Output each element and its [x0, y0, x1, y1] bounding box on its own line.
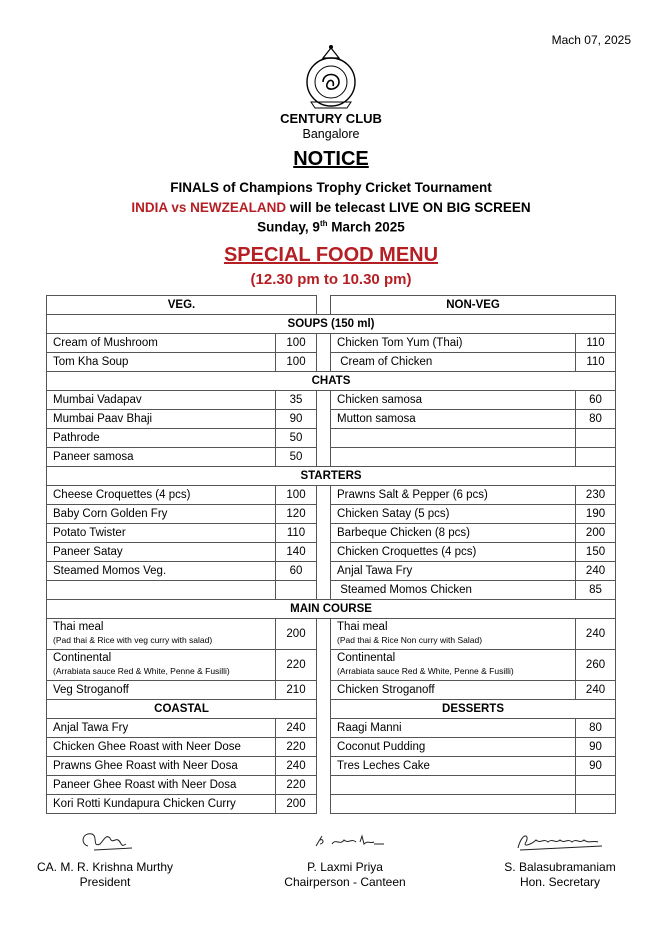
menu-row	[47, 619, 616, 650]
column-gap	[317, 429, 331, 448]
veg-item: Baby Corn Golden Fry	[47, 505, 276, 524]
menu-time: (12.30 pm to 10.30 pm)	[250, 271, 412, 288]
nonveg-price: 260	[576, 650, 616, 681]
column-gap	[317, 776, 331, 795]
column-gap	[317, 410, 331, 429]
nonveg-item	[331, 448, 576, 467]
veg-price: 110	[276, 524, 317, 543]
veg-item: Paneer Satay	[47, 543, 276, 562]
nonveg-item: Thai meal (Pad thai & Rice Non curry with Salad)	[331, 619, 576, 650]
veg-item: Mumbai Vadapav	[47, 391, 276, 410]
veg-price: 220	[276, 650, 317, 681]
veg-item: Paneer samosa	[47, 448, 276, 467]
nonveg-price	[576, 795, 616, 814]
menu-row	[47, 505, 616, 524]
match-teams: INDIA vs NEWZEALAND	[131, 200, 287, 215]
column-gap	[317, 505, 331, 524]
veg-item: Thai meal (Pad thai & Rice with veg curry with salad)	[47, 619, 276, 650]
veg-price: 50	[276, 448, 317, 467]
section-coastal-title: COASTAL	[47, 700, 317, 719]
section-main-course	[47, 600, 616, 619]
nonveg-price: 90	[576, 738, 616, 757]
column-gap	[317, 650, 331, 681]
nonveg-item: Chicken Stroganoff	[331, 681, 576, 700]
veg-header: VEG.	[47, 296, 317, 315]
menu-row	[47, 681, 616, 700]
veg-item: Continental (Arrabiata sauce Red & White, Penne & Fusilli)	[47, 650, 276, 681]
veg-price: 240	[276, 757, 317, 776]
veg-item	[47, 581, 276, 600]
nonveg-item	[331, 776, 576, 795]
section-coastal-desserts	[47, 700, 616, 719]
nonveg-item	[331, 429, 576, 448]
nonveg-item-note: (Pad thai & Rice Non curry with Salad)	[337, 635, 483, 645]
column-gap	[317, 700, 331, 719]
signature-1	[70, 826, 140, 856]
menu-row	[47, 429, 616, 448]
nonveg-price: 80	[576, 410, 616, 429]
veg-item-note: (Pad thai & Rice with veg curry with salad)	[53, 635, 213, 645]
nonveg-price: 60	[576, 391, 616, 410]
notice-title: NOTICE	[293, 148, 369, 170]
veg-item: Tom Kha Soup	[47, 353, 276, 372]
nonveg-item	[331, 795, 576, 814]
nonveg-price: 150	[576, 543, 616, 562]
veg-price: 220	[276, 776, 317, 795]
nonveg-price: 240	[576, 619, 616, 650]
column-gap	[317, 757, 331, 776]
menu-row	[47, 757, 616, 776]
notice-line-1: FINALS of Champions Trophy Cricket Tournament	[170, 180, 492, 195]
menu-row	[47, 738, 616, 757]
nonveg-price: 240	[576, 681, 616, 700]
veg-item: Veg Stroganoff	[47, 681, 276, 700]
section-soups-title: SOUPS (150 ml)	[47, 315, 616, 334]
club-name: CENTURY CLUB	[280, 111, 382, 126]
veg-price: 140	[276, 543, 317, 562]
veg-price: 90	[276, 410, 317, 429]
nonveg-price: 230	[576, 486, 616, 505]
column-gap	[317, 719, 331, 738]
section-chats	[47, 372, 616, 391]
nonveg-price: 110	[576, 353, 616, 372]
veg-item: Paneer Ghee Roast with Neer Dosa	[47, 776, 276, 795]
column-gap	[317, 795, 331, 814]
veg-item: Pathrode	[47, 429, 276, 448]
club-logo	[301, 44, 361, 112]
veg-price: 120	[276, 505, 317, 524]
nonveg-item: Chicken Croquettes (4 pcs)	[331, 543, 576, 562]
column-gap	[317, 543, 331, 562]
section-soups	[47, 315, 616, 334]
column-gap	[317, 524, 331, 543]
nonveg-price	[576, 429, 616, 448]
nonveg-item-note: (Arrabiata sauce Red & White, Penne & Fusilli)	[337, 666, 514, 676]
menu-row	[47, 650, 616, 681]
menu-row	[47, 391, 616, 410]
nonveg-price	[576, 776, 616, 795]
notice-line-2: INDIA vs NEWZEALAND will be telecast LIVE ON BIG SCREEN	[131, 200, 531, 215]
nonveg-price: 240	[576, 562, 616, 581]
menu-table	[46, 295, 616, 814]
column-gap	[317, 562, 331, 581]
veg-price: 200	[276, 795, 317, 814]
section-desserts-title: DESSERTS	[331, 700, 616, 719]
menu-row	[47, 334, 616, 353]
column-gap	[317, 581, 331, 600]
nonveg-item: Continental (Arrabiata sauce Red & White, Penne & Fusilli)	[331, 650, 576, 681]
column-gap	[317, 353, 331, 372]
veg-price: 100	[276, 353, 317, 372]
veg-item: Kori Rotti Kundapura Chicken Curry	[47, 795, 276, 814]
menu-row	[47, 719, 616, 738]
section-starters	[47, 467, 616, 486]
veg-price: 35	[276, 391, 317, 410]
veg-price: 100	[276, 486, 317, 505]
veg-item: Mumbai Paav Bhaji	[47, 410, 276, 429]
nonveg-price: 90	[576, 757, 616, 776]
veg-price: 200	[276, 619, 317, 650]
nonveg-item: Barbeque Chicken (8 pcs)	[331, 524, 576, 543]
signatory-chairperson: P. Laxmi Priya Chairperson - Canteen	[260, 826, 430, 890]
veg-item: Chicken Ghee Roast with Neer Dose	[47, 738, 276, 757]
menu-row	[47, 353, 616, 372]
signature-2	[300, 826, 390, 856]
nonveg-price: 190	[576, 505, 616, 524]
menu-row	[47, 581, 616, 600]
column-gap	[317, 334, 331, 353]
nonveg-price: 85	[576, 581, 616, 600]
nonveg-item: Coconut Pudding	[331, 738, 576, 757]
veg-price: 50	[276, 429, 317, 448]
nonveg-item: Prawns Salt & Pepper (6 pcs)	[331, 486, 576, 505]
nonveg-item: Chicken Satay (5 pcs)	[331, 505, 576, 524]
nonveg-item: Raagi Manni	[331, 719, 576, 738]
menu-row	[47, 795, 616, 814]
nonveg-item: Chicken samosa	[331, 391, 576, 410]
nonveg-item: Chicken Tom Yum (Thai)	[331, 334, 576, 353]
column-gap	[317, 619, 331, 650]
nonveg-item: Tres Leches Cake	[331, 757, 576, 776]
column-gap	[317, 486, 331, 505]
veg-price: 100	[276, 334, 317, 353]
nonveg-item: Cream of Chicken	[331, 353, 576, 372]
veg-price	[276, 581, 317, 600]
nonveg-price: 200	[576, 524, 616, 543]
veg-item: Steamed Momos Veg.	[47, 562, 276, 581]
section-main-course-title: MAIN COURSE	[47, 600, 616, 619]
nonveg-price: 110	[576, 334, 616, 353]
section-chats-title: CHATS	[47, 372, 616, 391]
column-gap	[317, 738, 331, 757]
nonveg-price: 80	[576, 719, 616, 738]
notice-date: Mach 07, 2025	[551, 33, 631, 47]
veg-price: 220	[276, 738, 317, 757]
nonveg-header: NON-VEG	[331, 296, 616, 315]
veg-price: 60	[276, 562, 317, 581]
veg-item: Anjal Tawa Fry	[47, 719, 276, 738]
menu-row	[47, 410, 616, 429]
nonveg-price	[576, 448, 616, 467]
section-starters-title: STARTERS	[47, 467, 616, 486]
signatory-president: CA. M. R. Krishna Murthy President	[20, 826, 190, 890]
signature-3	[510, 826, 610, 856]
menu-row	[47, 776, 616, 795]
veg-price: 210	[276, 681, 317, 700]
nonveg-item: Mutton samosa	[331, 410, 576, 429]
menu-row	[47, 486, 616, 505]
menu-row	[47, 562, 616, 581]
veg-item: Cream of Mushroom	[47, 334, 276, 353]
menu-row	[47, 448, 616, 467]
veg-item-note: (Arrabiata sauce Red & White, Penne & Fusilli)	[53, 666, 230, 676]
menu-row	[47, 524, 616, 543]
menu-header-row	[47, 296, 616, 315]
nonveg-item: Steamed Momos Chicken	[331, 581, 576, 600]
veg-item: Cheese Croquettes (4 pcs)	[47, 486, 276, 505]
veg-item: Potato Twister	[47, 524, 276, 543]
column-gap	[317, 448, 331, 467]
veg-price: 240	[276, 719, 317, 738]
notice-line-3: Sunday, 9th March 2025	[257, 219, 405, 235]
veg-item: Prawns Ghee Roast with Neer Dosa	[47, 757, 276, 776]
menu-title: SPECIAL FOOD MENU	[223, 244, 439, 266]
menu-row	[47, 543, 616, 562]
column-gap	[317, 391, 331, 410]
nonveg-item: Anjal Tawa Fry	[331, 562, 576, 581]
club-city: Bangalore	[302, 127, 360, 141]
signatory-secretary: S. Balasubramaniam Hon. Secretary	[475, 826, 645, 890]
column-gap	[317, 681, 331, 700]
